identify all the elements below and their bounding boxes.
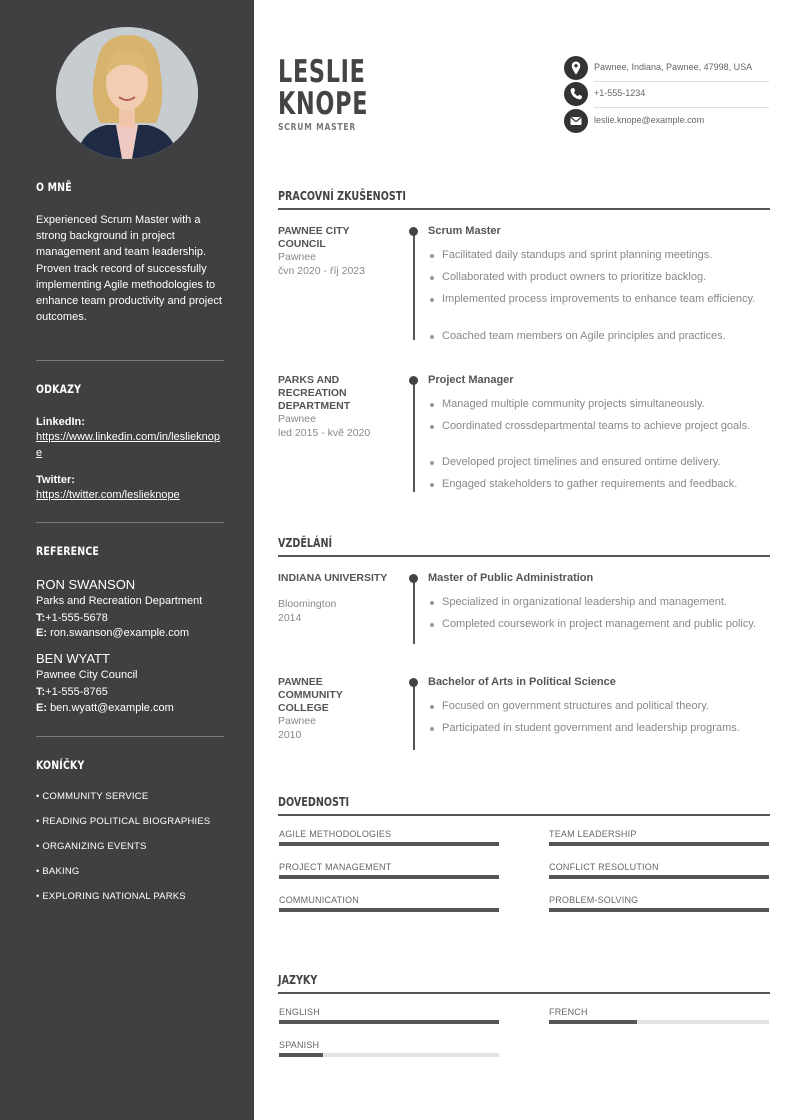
language-name: FRENCH — [549, 1007, 588, 1017]
skill-item — [549, 895, 769, 905]
language-name: SPANISH — [279, 1040, 320, 1050]
reference-email — [36, 627, 189, 639]
education-bullet: Specialized in organizational leadership and management. — [430, 595, 760, 610]
email-value: ron.swanson@example.com — [50, 627, 190, 639]
language-item — [279, 1007, 499, 1017]
about-text: Experienced Scrum Master with a strong background in project management and team leadership. Proven track record of successfully implementing Agile methodologies to enhance team productivity and project outcomes. — [36, 214, 222, 324]
languages-heading: JAZYKY — [278, 973, 318, 987]
link-label: LinkedIn: — [36, 416, 85, 428]
link-label: Twitter: — [36, 474, 75, 486]
phone-icon — [564, 82, 588, 106]
profile-photo-illustration — [56, 27, 198, 159]
hobby-item: • READING POLITICAL BIOGRAPHIES — [36, 816, 211, 827]
sidebar-divider — [36, 736, 224, 737]
skill-name: COMMUNICATION — [279, 895, 359, 905]
school-location: Pawnee — [278, 715, 316, 727]
email-text: leslie.knope@example.com — [594, 115, 705, 125]
phone-label: T: — [36, 686, 46, 698]
reference-name: BEN WYATT — [36, 651, 110, 666]
skills-heading: DOVEDNOSTI — [278, 795, 350, 809]
job-role: Project Manager — [428, 374, 514, 386]
email-label: E: — [36, 702, 47, 714]
skill-item — [279, 829, 499, 839]
timeline-line — [413, 378, 415, 492]
language-bar-track — [549, 1020, 769, 1024]
education-heading: VZDĚLÁNÍ — [278, 536, 333, 550]
job-bullet: Managed multiple community projects simultaneously. — [430, 397, 760, 412]
employer-name: PAWNEE CITY COUNCIL — [278, 225, 350, 250]
skill-bar-fill — [549, 842, 769, 846]
skill-bar-track — [279, 875, 499, 879]
timeline-line — [413, 680, 415, 750]
skill-bar-track — [279, 842, 499, 846]
location-pin-icon — [564, 56, 588, 80]
section-divider — [278, 814, 770, 816]
employer-location: Pawnee — [278, 251, 316, 263]
skill-bar-track — [549, 908, 769, 912]
section-divider — [278, 555, 770, 557]
timeline-line — [413, 230, 415, 340]
skill-name: AGILE METHODOLOGIES — [279, 829, 392, 839]
skill-bar-track — [549, 875, 769, 879]
twitter-link[interactable]: https://twitter.com/leslieknope — [36, 489, 180, 502]
contact-address — [564, 56, 769, 82]
language-item — [279, 1040, 499, 1050]
employment-dates: led 2015 - kvě 2020 — [278, 427, 371, 439]
first-name: LESLIE — [278, 54, 366, 90]
education-bullet: Participated in student government and leadership programs. — [430, 721, 760, 736]
contact-email — [564, 109, 769, 135]
section-divider — [278, 208, 770, 210]
about-heading: O MNĚ — [36, 180, 72, 194]
contact-divider — [594, 107, 769, 108]
timeline-line — [413, 576, 415, 644]
language-bar-fill — [279, 1020, 499, 1024]
phone-value: +1-555-5678 — [45, 612, 108, 624]
hobby-item: • COMMUNITY SERVICE — [36, 791, 149, 802]
skill-item — [279, 895, 499, 905]
job-bullet: Coached team members on Agile principles and practices. — [430, 329, 760, 344]
timeline-dot — [409, 574, 418, 583]
skill-bar-fill — [279, 842, 499, 846]
hobby-item: • ORGANIZING EVENTS — [36, 841, 147, 852]
last-name: KNOPE — [278, 86, 369, 122]
hobbies-heading: KONÍČKY — [36, 758, 85, 772]
timeline-dot — [409, 376, 418, 385]
timeline-dot — [409, 678, 418, 687]
job-role: Scrum Master — [428, 225, 501, 237]
skill-bar-fill — [279, 908, 499, 912]
degree-title: Bachelor of Arts in Political Science — [428, 676, 616, 688]
reference-phone — [36, 612, 108, 624]
employment-dates: čvn 2020 - říj 2023 — [278, 265, 365, 277]
education-bullet: Completed coursework in project management and public policy. — [430, 617, 760, 632]
hobby-item: • BAKING — [36, 866, 80, 877]
contact-phone — [564, 82, 769, 108]
profile-photo — [56, 27, 198, 159]
reference-name: RON SWANSON — [36, 577, 136, 592]
language-bar-fill — [549, 1020, 637, 1024]
references-heading: REFERENCE — [36, 544, 100, 558]
language-bar-track — [279, 1053, 499, 1057]
reference-org: Parks and Recreation Department — [36, 595, 203, 607]
links-heading: ODKAZY — [36, 382, 82, 396]
timeline-dot — [409, 227, 418, 236]
sidebar-divider — [36, 360, 224, 361]
phone-text: +1-555-1234 — [594, 88, 646, 98]
skill-item — [279, 862, 499, 872]
graduation-year: 2010 — [278, 729, 302, 741]
reference-email — [36, 702, 174, 714]
link-twitter — [36, 472, 226, 504]
skill-item — [549, 862, 769, 872]
address-text: Pawnee, Indiana, Pawnee, 47998, USA — [594, 62, 753, 72]
email-value: ben.wyatt@example.com — [50, 702, 174, 714]
skill-bar-fill — [279, 875, 499, 879]
graduation-year: 2014 — [278, 612, 302, 624]
hobby-item: • EXPLORING NATIONAL PARKS — [36, 891, 186, 902]
link-linkedin — [36, 414, 226, 461]
sidebar-divider — [36, 522, 224, 523]
skill-bar-track — [549, 842, 769, 846]
job-bullet: Implemented process improvements to enhance team efficiency. — [430, 292, 760, 307]
job-bullet: Collaborated with product owners to prioritize backlog. — [430, 270, 760, 285]
sidebar — [0, 0, 254, 1120]
email-label: E: — [36, 627, 47, 639]
job-title: SCRUM MASTER — [278, 122, 357, 133]
job-bullet: Coordinated crossdepartmental teams to achieve project goals. — [430, 419, 760, 434]
envelope-icon — [564, 109, 588, 133]
school-name: INDIANA UNIVERSITY — [278, 572, 388, 584]
job-bullet: Developed project timelines and ensured ontime delivery. — [430, 455, 760, 470]
phone-label: T: — [36, 612, 46, 624]
job-bullet: Facilitated daily standups and sprint planning meetings. — [430, 248, 760, 263]
school-name: PAWNEE COMMUNITY COLLEGE — [278, 676, 343, 714]
degree-title: Master of Public Administration — [428, 572, 594, 584]
skill-name: TEAM LEADERSHIP — [549, 829, 637, 839]
skill-name: CONFLICT RESOLUTION — [549, 862, 659, 872]
phone-value: +1-555-8765 — [45, 686, 108, 698]
linkedin-link[interactable]: https://www.linkedin.com/in/leslieknope — [36, 431, 221, 459]
skill-name: PROJECT MANAGEMENT — [279, 862, 392, 872]
education-bullet: Focused on government structures and political theory. — [430, 699, 760, 714]
language-bar-track — [279, 1020, 499, 1024]
experience-heading: PRACOVNÍ ZKUŠENOSTI — [278, 189, 406, 203]
skill-bar-fill — [549, 875, 769, 879]
skill-name: PROBLEM-SOLVING — [549, 895, 639, 905]
language-bar-fill — [279, 1053, 323, 1057]
reference-phone — [36, 686, 108, 698]
language-name: ENGLISH — [279, 1007, 320, 1017]
school-location: Bloomington — [278, 598, 337, 610]
skill-bar-fill — [549, 908, 769, 912]
employer-location: Pawnee — [278, 413, 316, 425]
section-divider — [278, 992, 770, 994]
job-bullet: Engaged stakeholders to gather requirements and feedback. — [430, 477, 760, 492]
skill-bar-track — [279, 908, 499, 912]
reference-org: Pawnee City Council — [36, 669, 138, 681]
employer-name: PARKS AND RECREATION DEPARTMENT — [278, 374, 351, 412]
skill-item — [549, 829, 769, 839]
language-item — [549, 1007, 769, 1017]
